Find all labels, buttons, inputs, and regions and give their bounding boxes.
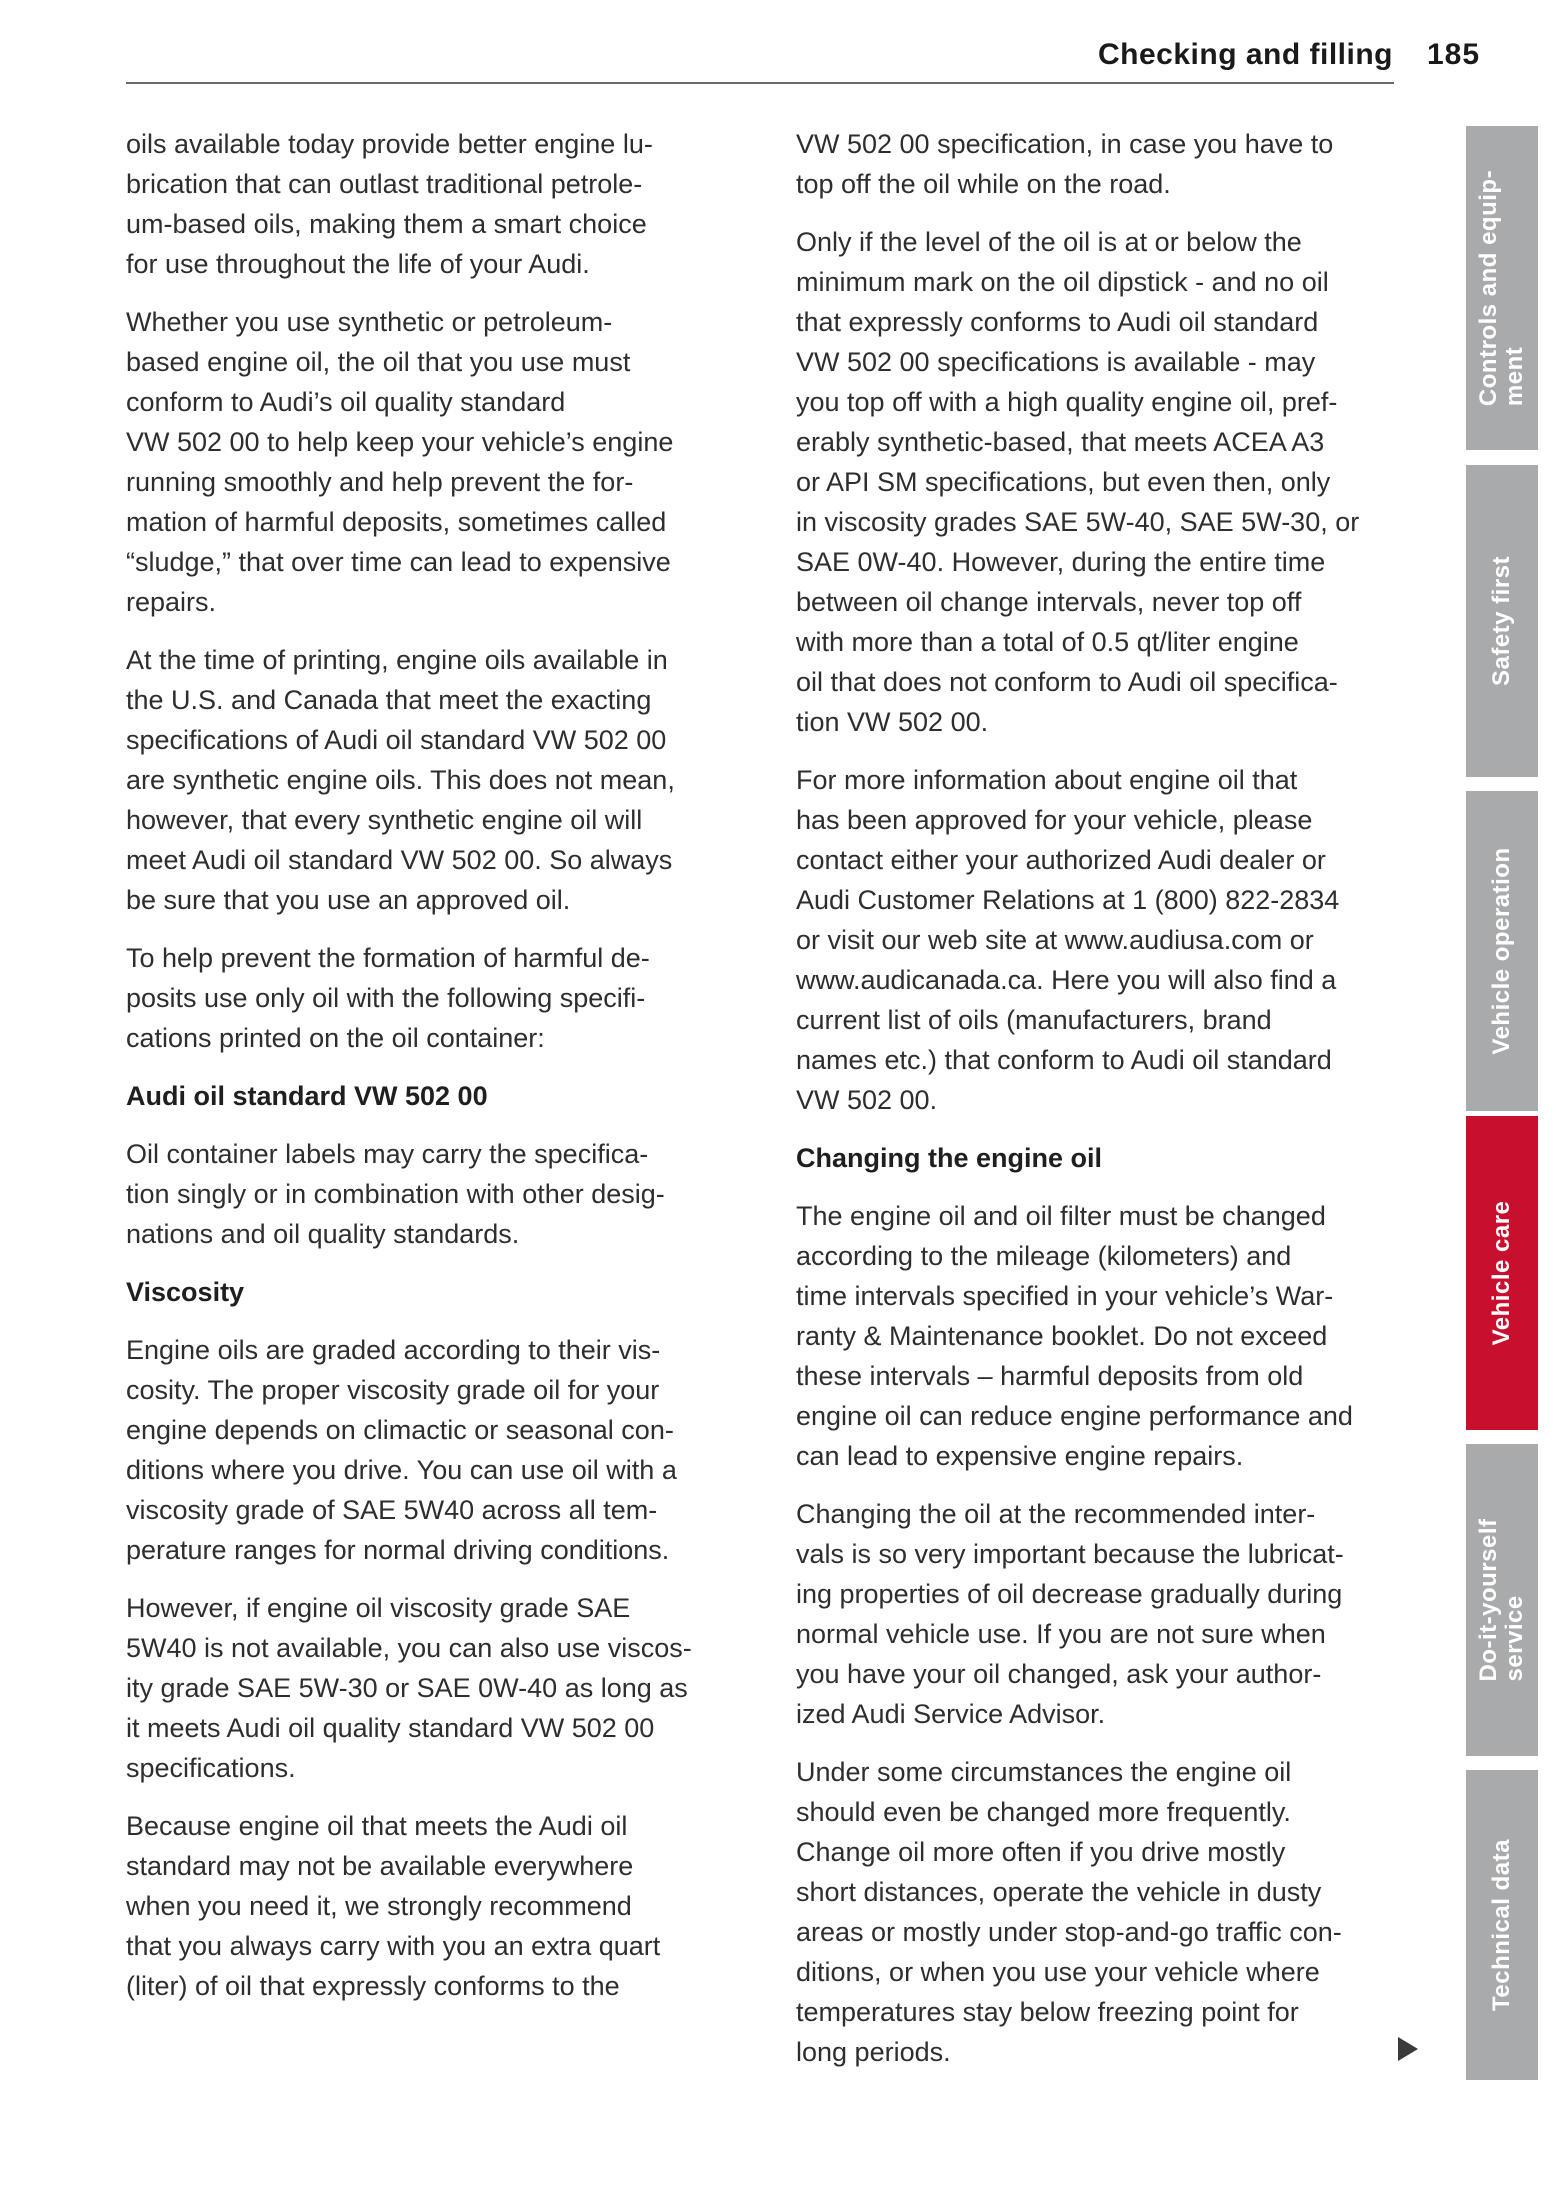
text-line: Because engine oil that meets the Audi oil	[126, 1811, 628, 1841]
text-line: specifications.	[126, 1753, 296, 1783]
section-heading-viscosity: Viscosity	[126, 1277, 245, 1307]
text-line: To help prevent the formation of harmful de-	[126, 943, 650, 973]
paragraph	[126, 1330, 736, 1570]
text-line: Change oil more often if you drive mostly	[796, 1837, 1286, 1867]
text-line: For more information about engine oil that	[796, 765, 1298, 795]
text-line: VW 502 00 specifications is available - may	[796, 347, 1316, 377]
text-line: you top off with a high quality engine oil, pref-	[796, 387, 1338, 417]
text-line: conform to Audi’s oil quality standard	[126, 387, 566, 417]
text-line: VW 502 00 to help keep your vehicle’s engine	[126, 427, 674, 457]
text-line: ized Audi Service Advisor.	[796, 1699, 1106, 1729]
text-line: time intervals specified in your vehicle’s War-	[796, 1281, 1334, 1311]
side-tab-label-line: Vehicle care	[1488, 1200, 1515, 1346]
text-line: mation of harmful deposits, sometimes called	[126, 507, 667, 537]
text-line: has been approved for your vehicle, please	[796, 805, 1313, 835]
text-line: you have your oil changed, ask your author-	[796, 1659, 1322, 1689]
side-tab-label-line: Do-it-yourself	[1475, 1518, 1502, 1682]
paragraph	[796, 1196, 1406, 1476]
side-tab-label-line: Vehicle operation	[1488, 847, 1515, 1055]
text-line: oil that does not conform to Audi oil specifica-	[796, 667, 1338, 697]
paragraph	[126, 124, 736, 284]
side-tab-label-line: service	[1501, 1595, 1528, 1682]
text-line: based engine oil, the oil that you use must	[126, 347, 631, 377]
text-line: Engine oils are graded according to their vis-	[126, 1335, 661, 1365]
text-line: At the time of printing, engine oils available in	[126, 645, 668, 675]
text-line: brication that can outlast traditional petrole-	[126, 169, 643, 199]
paragraph	[796, 1752, 1406, 2072]
text-line: VW 502 00 specification, in case you have to	[796, 129, 1334, 159]
section-heading-oil-standard: Audi oil standard VW 502 00	[126, 1081, 488, 1111]
text-line: areas or mostly under stop-and-go traffic con-	[796, 1917, 1342, 1947]
text-line: (liter) of oil that expressly conforms to the	[126, 1971, 620, 2001]
text-line: repairs.	[126, 587, 217, 617]
text-line: ditions, or when you use your vehicle where	[796, 1957, 1320, 1987]
text-line: nations and oil quality standards.	[126, 1219, 520, 1249]
text-line: specifications of Audi oil standard VW 502 00	[126, 725, 667, 755]
text-line: engine oil can reduce engine performance and	[796, 1401, 1353, 1431]
text-line: VW 502 00.	[796, 1085, 938, 1115]
text-line: tion VW 502 00.	[796, 707, 989, 737]
text-line: these intervals – harmful deposits from old	[796, 1361, 1304, 1391]
side-tab-label	[1476, 1519, 1528, 1682]
text-line: that you always carry with you an extra quart	[126, 1931, 661, 1961]
text-line: 5W40 is not available, you can also use viscos-	[126, 1633, 692, 1663]
text-line: temperatures stay below freezing point for	[796, 1997, 1299, 2027]
right-column	[796, 124, 1406, 2090]
text-line: top off the oil while on the road.	[796, 169, 1171, 199]
text-line: should even be changed more frequently.	[796, 1797, 1291, 1827]
text-line: The engine oil and oil filter must be changed	[796, 1201, 1326, 1231]
side-tab-label-line: Safety first	[1488, 555, 1515, 687]
text-line: Audi Customer Relations at 1 (800) 822-2834	[796, 885, 1340, 915]
text-line: according to the mileage (kilometers) and	[796, 1241, 1292, 1271]
paragraph	[126, 1134, 736, 1254]
side-tab-safety-first[interactable]	[1466, 465, 1538, 777]
section-heading-changing-oil: Changing the engine oil	[796, 1143, 1102, 1173]
text-line: minimum mark on the oil dipstick - and no oil	[796, 267, 1329, 297]
continue-arrow-icon	[1398, 2037, 1418, 2061]
side-tab-do-it-yourself-service[interactable]	[1466, 1444, 1538, 1756]
header-divider	[126, 82, 1394, 84]
text-line: with more than a total of 0.5 qt/liter engine	[796, 627, 1299, 657]
text-line: long periods.	[796, 2037, 951, 2067]
text-line: viscosity grade of SAE 5W40 across all tem-	[126, 1495, 658, 1525]
text-line: standard may not be available everywhere	[126, 1851, 634, 1881]
side-tab-label	[1489, 556, 1515, 686]
text-line: normal vehicle use. If you are not sure when	[796, 1619, 1326, 1649]
paragraph	[126, 1588, 736, 1788]
text-line: ity grade SAE 5W-30 or SAE 0W-40 as long as	[126, 1673, 688, 1703]
side-tab-controls-and-equipment[interactable]	[1466, 126, 1538, 450]
paragraph	[126, 1806, 736, 2006]
side-tab-label-line: ment	[1501, 346, 1528, 407]
text-line: or API SM specifications, but even then, only	[796, 467, 1331, 497]
side-tab-label	[1489, 1201, 1515, 1346]
text-line: cations printed on the oil container:	[126, 1023, 545, 1053]
text-line: um-based oils, making them a smart choice	[126, 209, 647, 239]
paragraph	[126, 302, 736, 622]
text-line: oils available today provide better engine lu-	[126, 129, 653, 159]
text-line: in viscosity grades SAE 5W-40, SAE 5W-30, or	[796, 507, 1360, 537]
text-line: when you need it, we strongly recommend	[126, 1891, 632, 1921]
side-tab-label	[1489, 847, 1515, 1054]
text-line: it meets Audi oil quality standard VW 502 00	[126, 1713, 655, 1743]
text-line: vals is so very important because the lubricat-	[796, 1539, 1344, 1569]
text-line: names etc.) that conform to Audi oil standard	[796, 1045, 1332, 1075]
text-line: contact either your authorized Audi dealer or	[796, 845, 1326, 875]
text-line: Oil container labels may carry the specifica-	[126, 1139, 649, 1169]
page-header-title: Checking and filling	[1097, 38, 1393, 71]
text-line: ing properties of oil decrease gradually during	[796, 1579, 1343, 1609]
text-line: be sure that you use an approved oil.	[126, 885, 571, 915]
side-tab-label-line: Controls and equip-	[1475, 169, 1502, 407]
text-line: between oil change intervals, never top off	[796, 587, 1302, 617]
text-line: or visit our web site at www.audiusa.com or	[796, 925, 1314, 955]
side-tab-technical-data[interactable]	[1466, 1770, 1538, 2080]
text-line: However, if engine oil viscosity grade SAE	[126, 1593, 631, 1623]
left-column	[126, 124, 736, 2024]
text-line: Only if the level of the oil is at or below the	[796, 227, 1302, 257]
text-line: short distances, operate the vehicle in dusty	[796, 1877, 1322, 1907]
paragraph	[796, 760, 1406, 1120]
text-line: erably synthetic-based, that meets ACEA A3	[796, 427, 1325, 457]
text-line: current list of oils (manufacturers, brand	[796, 1005, 1272, 1035]
side-tab-vehicle-care[interactable]	[1466, 1116, 1538, 1430]
text-line: meet Audi oil standard VW 502 00. So always	[126, 845, 673, 875]
text-line: however, that every synthetic engine oil will	[126, 805, 643, 835]
text-line: “sludge,” that over time can lead to expensive	[126, 547, 671, 577]
side-tab-label	[1476, 170, 1528, 406]
paragraph	[796, 222, 1406, 742]
text-line: posits use only oil with the following specifi-	[126, 983, 646, 1013]
text-line: perature ranges for normal driving conditions.	[126, 1535, 670, 1565]
text-line: cosity. The proper viscosity grade oil for your	[126, 1375, 660, 1405]
text-line: running smoothly and help prevent the for-	[126, 467, 634, 497]
side-tab-vehicle-operation[interactable]	[1466, 791, 1538, 1111]
side-tab-label	[1489, 1839, 1515, 2011]
text-line: engine depends on climactic or seasonal con-	[126, 1415, 674, 1445]
text-line: ranty & Maintenance booklet. Do not exceed	[796, 1321, 1328, 1351]
text-line: can lead to expensive engine repairs.	[796, 1441, 1244, 1471]
text-line: that expressly conforms to Audi oil standard	[796, 307, 1319, 337]
paragraph	[796, 124, 1406, 204]
text-line: are synthetic engine oils. This does not mean,	[126, 765, 675, 795]
text-line: Under some circumstances the engine oil	[796, 1757, 1292, 1787]
page-number: 185	[1427, 38, 1481, 71]
text-line: tion singly or in combination with other desig-	[126, 1179, 665, 1209]
text-line: www.audicanada.ca. Here you will also find a	[796, 965, 1337, 995]
text-line: Whether you use synthetic or petroleum-	[126, 307, 613, 337]
text-line: the U.S. and Canada that meet the exacting	[126, 685, 652, 715]
text-line: SAE 0W-40. However, during the entire time	[796, 547, 1326, 577]
paragraph	[796, 1494, 1406, 1734]
paragraph	[126, 938, 736, 1058]
paragraph	[126, 640, 736, 920]
text-line: ditions where you drive. You can use oil with a	[126, 1455, 677, 1485]
text-line: for use throughout the life of your Audi.	[126, 249, 590, 279]
side-tab-label-line: Technical data	[1488, 1839, 1515, 2011]
text-line: Changing the oil at the recommended inter-	[796, 1499, 1316, 1529]
